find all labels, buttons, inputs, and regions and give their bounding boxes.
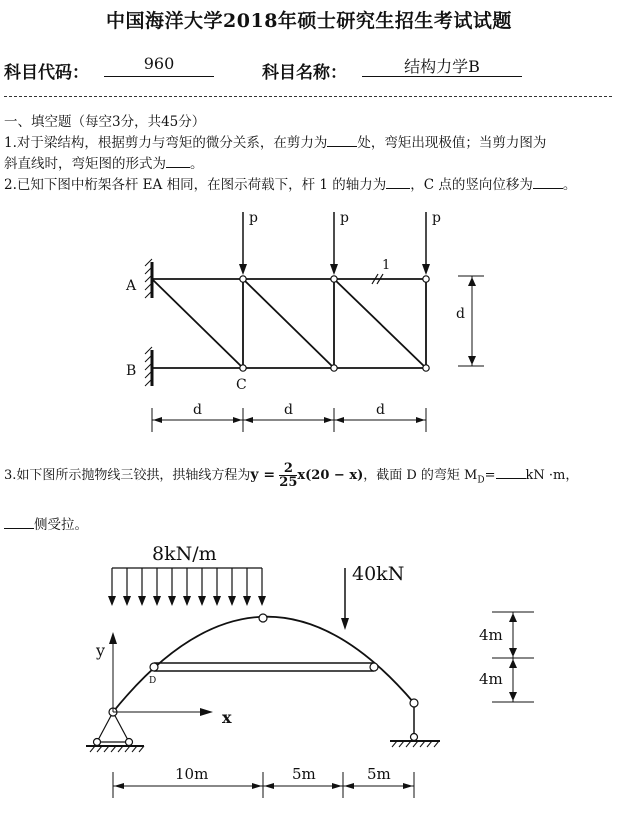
exam-title: 中国海洋大学2018年硕士研究生招生考试试题 [106, 10, 512, 32]
x-axis-arrowhead [200, 708, 213, 716]
arch-height-label-2: 4m [479, 670, 503, 688]
q1-text-c: 斜直线时，弯矩图的形式为 [4, 156, 166, 172]
distributed-load-arrowheads [108, 596, 266, 606]
span-label-3: d [376, 402, 385, 418]
q3-expression: x(20 − x) [297, 468, 364, 483]
subject-name-label: 科目名称： [262, 63, 347, 83]
span-label-1: d [193, 402, 202, 418]
span-label-2: d [284, 402, 293, 418]
q3-text-e: 侧受拉。 [34, 517, 88, 533]
node-b-label: B [126, 363, 137, 379]
hinge-crown [259, 614, 267, 622]
q1-text-a: 1.对于梁结构，根据剪力与弯矩的微分关系，在剪力为 [4, 135, 328, 151]
y-axis-label: y [96, 641, 106, 660]
q3-text-d: kN ·m， [525, 468, 579, 483]
q1-text-b: 处，弯矩出现极值；当剪力图为 [357, 135, 547, 151]
subject-code-label: 科目代码： [4, 63, 89, 83]
q3-fraction-den: 25 [279, 475, 298, 490]
q3-text-c: = [484, 468, 496, 483]
subject-code-value: 960 [104, 54, 214, 77]
point-d-label: D [149, 676, 157, 686]
load-label-3: p [432, 210, 441, 226]
y-axis-arrowhead [109, 632, 117, 644]
subject-name-value: 结构力学B [362, 54, 522, 77]
arch-span-label-2: 5m [292, 765, 316, 783]
load-label-2: p [340, 210, 349, 226]
q2-text-a: 2.已知下图中桁架各杆 EA 相同，在图示荷载下，杆 1 的轴力为 [4, 177, 387, 193]
arch-span-label-1: 10m [175, 765, 209, 783]
arch-curve [113, 617, 414, 712]
point-load-arrowhead [341, 618, 349, 630]
left-support-pins [94, 708, 133, 746]
section-heading: 一、填空题（每空3分，共45分） [4, 114, 206, 130]
q2-text-c: 。 [562, 177, 577, 193]
q2-text-b: ，C 点的竖向位移为 [410, 177, 533, 193]
load-label-1: p [249, 210, 258, 226]
q1-text-d: 。 [190, 156, 204, 172]
point-load-label: 40kN [352, 563, 405, 585]
q3-text-a: 3.如下图所示抛物线三铰拱，拱轴线方程为 [4, 468, 251, 483]
arch-height-label-1: 4m [479, 626, 503, 644]
hinge-tie-right [370, 663, 378, 671]
height-label: d [456, 306, 465, 322]
member-1-label: 1 [382, 258, 391, 273]
distributed-load-label: 8kN/m [152, 543, 217, 565]
node-a-label: A [126, 278, 137, 294]
distributed-load [112, 568, 262, 600]
q3-text-b: ，截面 D 的弯矩 M [363, 468, 478, 483]
q3-subscript: D [477, 475, 485, 486]
q3-y-eq: y = [250, 467, 276, 483]
q3-fraction-num: 2 [279, 462, 297, 476]
x-axis-label: x [222, 708, 232, 727]
node-c-label: C [236, 377, 247, 393]
arch-tie [154, 663, 374, 671]
arch-span-label-3: 5m [367, 765, 391, 783]
hinge-d [150, 663, 158, 671]
